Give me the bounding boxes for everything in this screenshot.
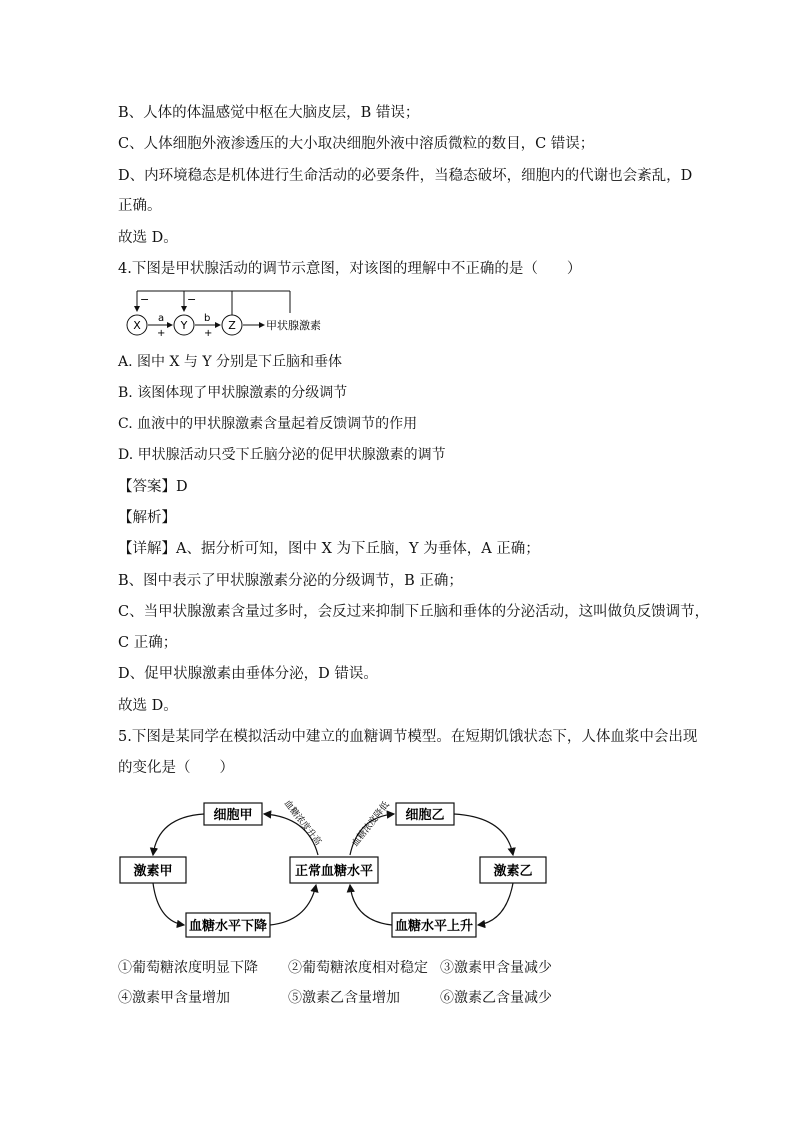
- node-z-label: Z: [228, 319, 236, 332]
- q4-analysis-label: 【解析】: [118, 510, 176, 526]
- choice-4: ④激素甲含量增加: [118, 990, 230, 1006]
- q5-stem-2: 的变化是（ ）: [118, 760, 234, 776]
- q4-option-c: C. 血液中的甲状腺激素含量起着反馈调节的作用: [118, 416, 418, 432]
- q5-stem-1: 5.下图是某同学在模拟活动中建立的血糖调节模型。在短期饥饿状态下，人体血浆中会出现: [118, 729, 698, 745]
- q4-option-a: A. 图中 X 与 Y 分别是下丘脑和垂体: [118, 354, 343, 370]
- low-concentration-label: 血糖浓度降低: [350, 800, 392, 849]
- choice-1: ①葡萄糖浓度明显下降: [118, 960, 258, 976]
- choice-3: ③激素甲含量减少: [440, 960, 552, 976]
- q3-line-d1: D、内环境稳态是机体进行生命活动的必要条件，当稳态破坏，细胞内的代谢也会紊乱，D: [118, 168, 693, 184]
- choice-2: ②葡萄糖浓度相对稳定: [288, 960, 428, 976]
- q4-option-b: B. 该图体现了甲状腺激素的分级调节: [118, 385, 348, 401]
- q3-line-b: B、人体的体温感觉中枢在大脑皮层，B 错误；: [118, 105, 420, 121]
- q4-detail-4: D、促甲状腺激素由垂体分泌，D 错误。: [118, 666, 378, 682]
- q4-detail-3a: C、当甲状腺激素含量过多时，会反过来抑制下丘脑和垂体的分泌活动，这叫做负反馈调节，: [118, 604, 710, 620]
- arrow-b-plus: +: [204, 328, 213, 339]
- normal-label: 正常血糖水平: [294, 864, 374, 879]
- q3-line-d2: 正确。: [118, 198, 162, 214]
- hormone-b-label: 激素乙: [493, 864, 533, 879]
- thyroid-regulation-diagram: [118, 289, 358, 341]
- q4-detail-1: 【详解】A、据分析可知，图中 X 为下丘脑，Y 为垂体，A 正确；: [118, 541, 540, 557]
- cell-a-label: 细胞甲: [213, 808, 253, 823]
- node-x-label: X: [133, 319, 141, 332]
- up-label: 血糖水平上升: [394, 919, 474, 934]
- output-label: 甲状腺激素: [266, 319, 321, 332]
- choice-5: ⑤激素乙含量增加: [288, 990, 400, 1006]
- down-label: 血糖水平下降: [188, 919, 268, 934]
- hormone-a-label: 激素甲: [133, 864, 173, 879]
- cell-b-label: 细胞乙: [405, 808, 445, 823]
- arrow-a-plus: +: [157, 328, 166, 339]
- choice-6: ⑥激素乙含量减少: [440, 990, 552, 1006]
- q4-answer: 【答案】D: [118, 479, 188, 495]
- arrow-a-label: a: [158, 313, 165, 324]
- q3-line-c: C、人体细胞外液渗透压的大小取决细胞外液中溶质微粒的数目，C 错误；: [118, 136, 595, 152]
- high-concentration-label: 血糖浓度升高: [281, 798, 323, 848]
- node-y-label: Y: [180, 319, 188, 332]
- q4-stem: 4.下图是甲状腺活动的调节示意图，对该图的理解中不正确的是（ ）: [118, 261, 582, 277]
- blood-sugar-model-diagram: [118, 795, 558, 945]
- q4-detail-2: B、图中表示了甲状腺激素分泌的分级调节，B 正确；: [118, 573, 463, 589]
- q3-conclusion: 故选 D。: [118, 230, 178, 246]
- q4-detail-3b: C 正确；: [118, 635, 178, 651]
- arrow-b-label: b: [204, 313, 211, 324]
- minus-sign-2: −: [187, 293, 197, 306]
- q4-option-d: D. 甲状腺活动只受下丘脑分泌的促甲状腺激素的调节: [118, 447, 446, 463]
- minus-sign-1: −: [140, 293, 150, 306]
- q4-conclusion: 故选 D。: [118, 698, 178, 714]
